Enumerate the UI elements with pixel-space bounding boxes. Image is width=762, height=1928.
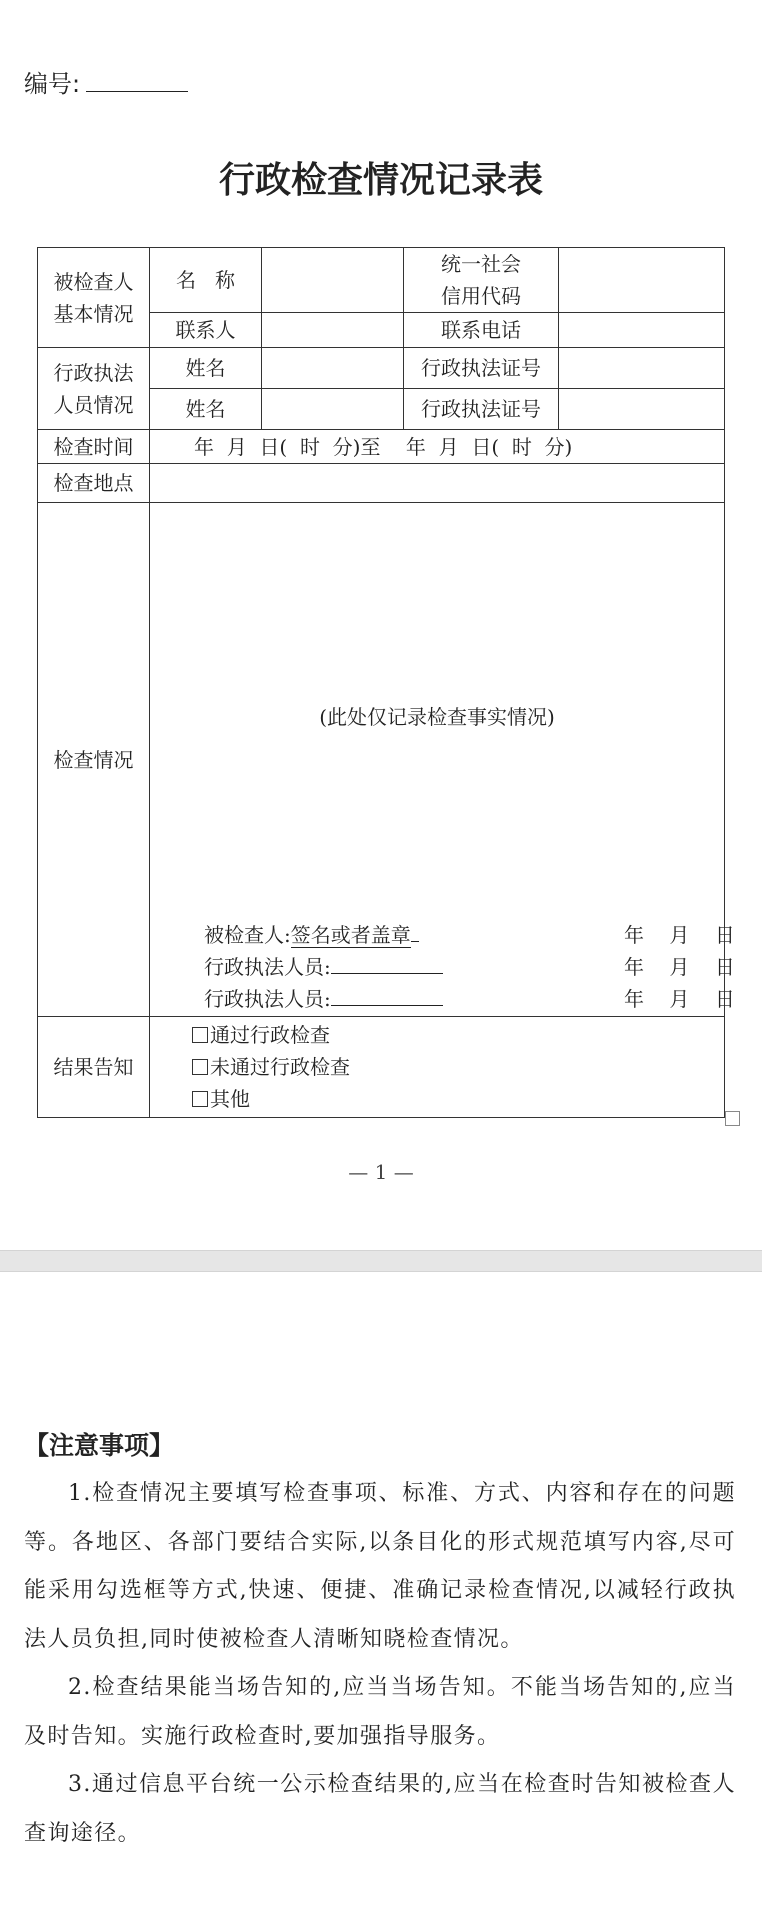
document-number xyxy=(24,64,188,99)
signature-label: 被检查人: xyxy=(204,923,291,947)
result-options xyxy=(150,1017,725,1118)
officer2-name-label: 姓名 xyxy=(150,389,262,430)
checkbox-icon[interactable] xyxy=(192,1091,208,1107)
officer1-cert-label: 行政执法证号 xyxy=(404,348,559,389)
document-number-blank[interactable] xyxy=(86,73,188,92)
signature-line-officer-1 xyxy=(204,951,735,983)
checkbox-icon[interactable] xyxy=(192,1027,208,1043)
result-notice-label: 结果告知 xyxy=(38,1017,150,1118)
party-name-field[interactable] xyxy=(262,248,404,313)
table-resize-handle-icon[interactable] xyxy=(725,1111,740,1126)
result-option-pass[interactable]: 通过行政检查 xyxy=(192,1019,724,1051)
contact-person-label: 联系人 xyxy=(150,313,262,348)
notice-paragraph: 2.检查结果能当场告知的,应当当场告知。不能当场告知的,应当及时告知。实施行政检查时,要加强指导服务。 xyxy=(24,1675,736,1749)
signature-line-party xyxy=(204,919,735,951)
notice-body xyxy=(24,1470,736,1858)
officer2-cert-label: 行政执法证号 xyxy=(404,389,559,430)
officer-info-header: 行政执法 人员情况 xyxy=(38,348,150,430)
contact-phone-label: 联系电话 xyxy=(404,313,559,348)
notice-paragraph: 3.通过信息平台统一公示检查结果的,应当在检查时告知被检查人查询途径。 xyxy=(24,1772,736,1846)
officer2-name-field[interactable] xyxy=(262,389,404,430)
credit-code-label: 统一社会 信用代码 xyxy=(404,248,559,313)
inspection-record-table xyxy=(37,247,735,1118)
inspection-time-field[interactable]: 年 月 日( 时 分)至 年 月 日( 时 分) xyxy=(150,430,725,464)
signature-date: 年 月 日 xyxy=(624,955,735,979)
page-break-divider xyxy=(0,1250,762,1272)
signature-label: 行政执法人员: xyxy=(204,955,331,979)
notice-paragraph: 1.检查情况主要填写检查事项、标准、方式、内容和存在的问题等。各地区、各部门要结合实际,以条目化的形式规范填写内容,尽可能采用勾选框等方式,快速、便捷、准确记录检查情况,以减轻行政执法人员负担,同时使被检查人清晰知晓检查情况。 xyxy=(24,1481,736,1652)
officer2-cert-field[interactable] xyxy=(559,389,725,430)
inspection-placeholder: (此处仅记录检查事实情况) xyxy=(319,705,555,729)
checkbox-icon[interactable] xyxy=(192,1059,208,1075)
credit-code-field[interactable] xyxy=(559,248,725,313)
form-title: 行政检查情况记录表 xyxy=(218,159,543,201)
inspection-place-field[interactable] xyxy=(150,464,725,503)
officer1-cert-field[interactable] xyxy=(559,348,725,389)
signature-blank[interactable] xyxy=(331,985,443,1006)
inspection-details-field[interactable] xyxy=(150,503,735,1017)
signature-label: 行政执法人员: xyxy=(204,987,331,1011)
party-info-header: 被检查人 基本情况 xyxy=(38,248,150,348)
contact-phone-field[interactable] xyxy=(559,313,725,348)
document-number-label: 编号: xyxy=(24,70,81,98)
party-name-label: 名 称 xyxy=(150,248,262,313)
signature-blank[interactable] xyxy=(331,953,443,974)
result-option-fail[interactable]: 未通过行政检查 xyxy=(192,1051,724,1083)
contact-person-field[interactable] xyxy=(262,313,404,348)
signature-underlined-text[interactable]: 签名或者盖章 xyxy=(290,923,411,947)
officer1-name-field[interactable] xyxy=(262,348,404,389)
result-option-other[interactable]: 其他 xyxy=(192,1083,724,1115)
signature-date: 年 月 日 xyxy=(624,923,735,947)
signature-line-officer-2 xyxy=(204,983,735,1015)
officer1-name-label: 姓名 xyxy=(150,348,262,389)
signature-block xyxy=(204,919,735,1015)
inspection-time-label: 检查时间 xyxy=(38,430,150,464)
notice-title: 【注意事项】 xyxy=(24,1431,175,1460)
inspection-details-label: 检查情况 xyxy=(38,503,150,1017)
page-number: — 1 — xyxy=(348,1160,414,1184)
inspection-place-label: 检查地点 xyxy=(38,464,150,503)
signature-date: 年 月 日 xyxy=(624,987,735,1011)
